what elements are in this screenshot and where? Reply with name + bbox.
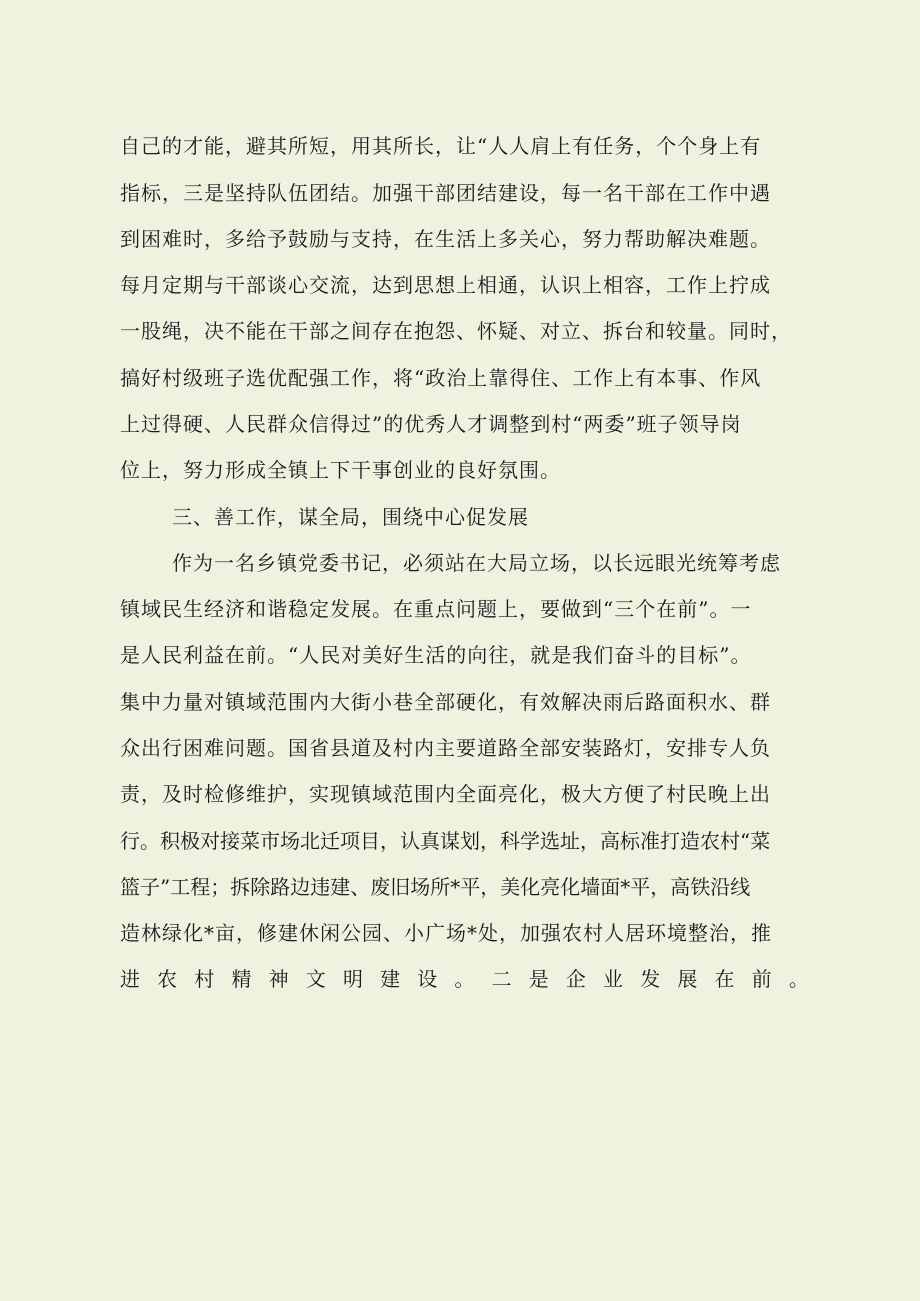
text-line: 位上，努力形成全镇上下干事创业的良好氛围。: [120, 458, 561, 482]
text-char: 发: [640, 967, 662, 991]
text-line: 责，及时检修维护，实现镇域范围内全面亮化，极大方便了村民晚上出: [120, 782, 771, 806]
text-line: 每月定期与干部谈心交流，达到思想上相通，认识上相容，工作上拧成: [120, 273, 771, 297]
text-line: 自己的才能，避其所短，用其所长，让“人人肩上有任务，个个身上有: [120, 134, 762, 158]
text-char: 神: [268, 967, 290, 991]
text-char: 设: [417, 967, 439, 991]
text-line: 众出行困难问题。国省县道及村内主要道路全部安装路灯，安排专人负: [120, 736, 771, 760]
text-line: 到困难时，多给予鼓励与支持，在生活上多关心，努力帮助解决难题。: [120, 227, 771, 251]
text-char: 农: [157, 967, 179, 991]
text-char: 业: [603, 967, 625, 991]
text-line: 是人民利益在前。“人民对美好生活的向往，就是我们奋斗的目标”。: [120, 643, 752, 667]
text-line: 集中力量对镇域范围内大街小巷全部硬化，有效解决雨后路面积水、群: [120, 690, 771, 714]
text-char: 。: [454, 967, 476, 991]
text-line: 一股绳，决不能在干部之间存在抱怨、怀疑、对立、拆台和较量。同时，: [120, 319, 792, 343]
text-line: 篮子”工程；拆除路边违建、废旧场所*平，美化亮化墙面*平，高铁沿线: [120, 875, 751, 899]
text-char: 明: [342, 967, 364, 991]
text-char: 文: [305, 967, 327, 991]
text-char: 企: [565, 967, 587, 991]
text-line: 镇域民生经济和谐稳定发展。在重点问题上，要做到“三个在前”。一: [120, 597, 752, 621]
text-line: 指标，三是坚持队伍团结。加强干部团结建设，每一名干部在工作中遇: [120, 181, 771, 205]
text-char: 进: [120, 967, 141, 991]
text-line: 搞好村级班子选优配强工作，将“政治上靠得住、工作上有本事、作风: [120, 366, 762, 390]
text-line: 作为一名乡镇党委书记，必须站在大局立场，以长远眼光统筹考虑: [172, 551, 781, 575]
text-char: 是: [528, 967, 550, 991]
text-char: 二: [491, 967, 513, 991]
text-char: 展: [677, 967, 699, 991]
text-char: 村: [194, 967, 216, 991]
text-line: 上过得硬、人民群众信得过”的优秀人才调整到村“两委”班子领导岗: [120, 412, 742, 436]
justified-text-line: [120, 969, 810, 989]
text-char: 精: [231, 967, 253, 991]
section-heading: 三、善工作，谋全局，围绕中心促发展: [172, 505, 529, 529]
text-line: 造林绿化*亩，修建休闲公园、小广场*处，加强农村人居环境整治，推: [120, 921, 772, 945]
text-char: 在: [714, 967, 736, 991]
text-char: 。: [788, 967, 810, 991]
text-char: 前: [751, 967, 773, 991]
text-line: 行。积极对接菜市场北迁项目，认真谋划，科学选址，高标准打造农村“菜: [120, 829, 771, 853]
text-char: 建: [380, 967, 402, 991]
